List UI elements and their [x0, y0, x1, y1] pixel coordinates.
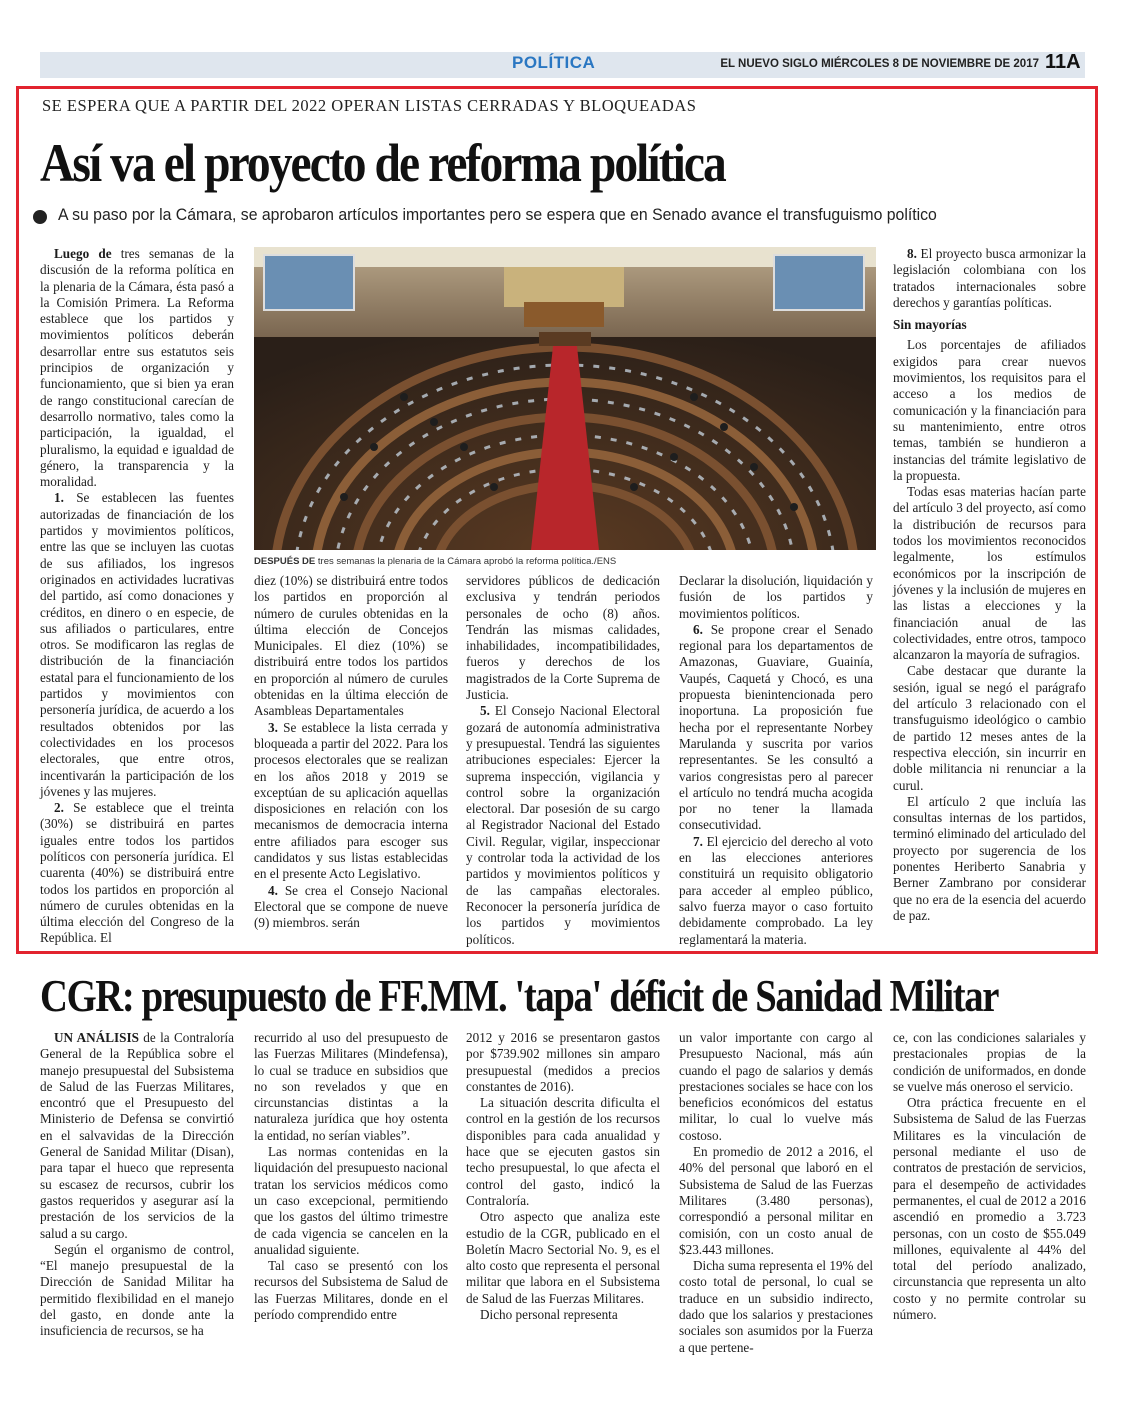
article-subhead: A su paso por la Cámara, se aprobaron artículos importantes pero se espera que en Senado avance el transfuguismo político: [58, 205, 937, 224]
paragraph: [466, 703, 660, 947]
paragraph-text: La situación descrita dificulta el control en la gestión de los recursos disponibles para cada anualidad y hace que se ejecuten gastos sin techo presupuestal, lo que afecta el control del gasto, indicó la Contraloría.: [466, 1095, 660, 1208]
paragraph-text: Se crea el Consejo Nacional Electoral que se compone de nueve (9) miembros. serán: [254, 882, 448, 931]
congress-chamber-photo: [254, 247, 876, 550]
paragraph: [893, 794, 1086, 924]
article2-column-5: [893, 1030, 1086, 1323]
paragraph: [679, 573, 873, 622]
paragraph: [254, 1258, 448, 1323]
paragraph-text: Todas esas materias hacían parte del artículo 3 del proyecto, así como la distribución de recursos para todos los movimientos reconocidos legalmente, los estímulos económicos por la inscripción de jóvenes y la inclusión de mujeres en las listas a elecciones y la financiación anual de las colectividades, entre otros, tampoco alcanzaron la mayoría de sufragios.: [893, 484, 1086, 663]
article1-column-1: [40, 246, 234, 947]
paragraph-text: Se establecen las fuentes autorizadas de financiación de los partidos y movimientos políticos, entre las que se incluyen las cuotas de sus afiliados, los ingresos originados en actividades lucrativas del partido, así como donaciones y créditos, en dinero o en especie, de sus afiliados o particulares, entre otros. Se modificaron las reglas de distribución de la financiación estatal para el funcionamiento de los partidos y movimientos con personería jurídica, de acuerdo a los resultados obtenidos por las colectividades en los procesos electorales, que entre otros, incentivarán la participación de los jóvenes y las mujeres.: [40, 490, 234, 799]
article1-column-2: [254, 573, 448, 932]
paragraph: [466, 1095, 660, 1209]
paragraph: [254, 573, 448, 720]
photo-caption: [254, 556, 876, 567]
article2-headline: CGR: presupuesto de FF.MM. 'tapa' déficit de Sanidad Militar: [40, 971, 999, 1021]
paragraph: [40, 246, 234, 490]
article2-column-2: [254, 1030, 448, 1323]
paragraph: [679, 1258, 873, 1356]
paragraph: [893, 1030, 1086, 1095]
page-number: 11A: [1045, 51, 1081, 73]
paragraph-text: tres semanas de la discusión de la reforma política en la plenaria de la Cámara, ésta pasó a la Comisión Primera. La Reforma establece que los partidos y movimientos políticos deberán desarrollar entre sus estatutos seis principios de organización y funcionamiento, que si bien ya eran de rango constitucional carecían de desarrollo normativo, tales como la participación, la igualdad, el pluralismo, la equidad e igualdad de género, la transparencia y la moralidad.: [40, 246, 235, 490]
item-number: 8.: [907, 246, 917, 261]
article1-column-4: [679, 573, 873, 948]
paragraph-text: un valor importante con cargo al Presupuesto Nacional, más aún cuando el pago de salarios y demás prestaciones sociales se hace con los beneficios económicos del estatus militar, lo cual lo vuelve más costoso.: [679, 1030, 873, 1143]
paragraph-text: Declarar la disolución, liquidación y fusión de los partidos y movimientos políticos.: [679, 573, 873, 621]
article1-column-5: [893, 246, 1086, 924]
section-subtitle: Sin mayorías: [893, 317, 967, 333]
paragraph-text: Dicha suma representa el 19% del costo total de personal, lo cual se traduce en un subsidio indirecto, dado que los salarios y prestaciones sociales son asumidos por la Fuerza a que pertene-: [679, 1258, 873, 1355]
paragraph: [893, 337, 1086, 484]
paragraph-text: ce, con las condiciones salariales y prestacionales propias de la condición de uniformados, en donde se vuelve más oneroso el servicio.: [893, 1030, 1086, 1094]
paragraph-text: Cabe destacar que durante la sesión, igual se negó el parágrafo del artículo 3 relacionado con el transfuguismo ideológico o cambio de partido 12 meses antes de la respectiva elección, sin incurrir en doble militancia ni renunciar a la curul.: [893, 663, 1086, 793]
paragraph-text: de la Contraloría General de la República sobre el manejo presupuestal del Subsistema de Salud de las Fuerzas Militares, encontró que el Presupuesto del Ministerio de Defensa se convirtió en el salvavidas de la Dirección General de Sanidad Militar (Disan), para tapar el hueco que representa su escasez de recursos, cubrir los gastos requeridos y asegurar así la prestación de los servicios de la salud a su cargo.: [40, 1030, 234, 1241]
item-number: 7.: [693, 833, 703, 849]
paragraph-text: servidores públicos de dedicación exclusiva y tendrán periodos personales de ocho (8) años. Tendrán las mismas calidades, inhabilidades, incompatibilidades, fueros y derechos de los magistrados de la Corte Suprema de Justicia.: [466, 573, 660, 703]
paragraph: [679, 1030, 873, 1144]
paragraph-text: Se establece la lista cerrada y bloqueada a partir del 2022. Para los procesos electorales que se realizan en los años 2018 y 2019 se exceptúan de su aplicación aquellas disposiciones en relación con los mecanismos de democracia interna entre afiliados para escoger sus candidatos y sus listas establecidas en el presente Acto Legislativo.: [254, 719, 448, 882]
paragraph: [254, 720, 448, 883]
paragraph: [254, 883, 448, 932]
paragraph: [466, 1030, 660, 1095]
paragraph-text: En promedio de 2012 a 2016, el 40% del personal que laboró en el Subsistema de Salud de las Fuerzas Militares (3.480 personas), correspondió a personal militar en comisión, con un costo anual de $23.443 millones.: [679, 1144, 873, 1257]
paragraph: [40, 1030, 234, 1242]
paragraph-text: Se establece que el treinta (30%) se distribuirá en partes iguales entre todos los partidos políticos con personería jurídica. El cuarenta (40%) se distribuirá entre todos los partidos en proporción al número de curules obtenidas en la última elección del Congreso de la República. El: [40, 800, 234, 946]
publication-date-line: EL NUEVO SIGLO MIÉRCOLES 8 DE NOVIEMBRE DE 2017: [720, 58, 1039, 70]
bullet-icon: [33, 210, 47, 224]
paragraph: [679, 1144, 873, 1258]
article1-column-3: [466, 573, 660, 948]
paragraph-text: Los porcentajes de afiliados exigidos para crear nuevos movimientos, los requisitos para el acceso a los medios de comunicación y la financiación para su mantenimiento, entre otros temas, también se hundieron a instancias del trámite legislativo de la propuesta.: [893, 337, 1086, 483]
paragraph-text: Otra práctica frecuente en el Subsistema de Salud de las Fuerzas Militares es la vinculación de personal mediante el uso de contratos de prestación de servicios, para el desempeño de actividades permanentes, el cual de 2012 a 2016 ascendió en promedio a 3.723 personas, con un costo de $55.049 millones, equivalente al 44% del total del período analizado, circunstancia que representa un alto costo y no permite controlar su número.: [893, 1095, 1086, 1323]
paragraph-text: Dicho personal representa: [480, 1307, 618, 1323]
paragraph: [893, 246, 1086, 311]
caption-lead: DESPUÉS DE: [254, 556, 316, 567]
paragraph-text: Se propone crear el Senado regional para los departamentos de Amazonas, Guaviare, Guainía, Vaupés, Caquetá y Chocó, es una propuesta bienintencionada pero inoportuna. La proposición fue hecha por el representante Norbey Marulanda y suscrita por varios representantes. Se les consultó a varios congresistas pero al parecer el artículo no tendrá mucha acogida por no tener la llamada consecutividad.: [679, 621, 873, 833]
paragraph: [40, 1242, 234, 1340]
paragraph: [466, 573, 660, 703]
paragraph: [40, 490, 234, 800]
paragraph-text: Según el organismo de control, “El manejo presupuestal de la Dirección de Sanidad Militar ha permitido flexibilidad en el manejo del gasto, en donde ante la insuficiencia de recursos, se ha: [40, 1241, 234, 1339]
paragraph: [254, 1144, 448, 1258]
item-number: 1.: [54, 490, 64, 506]
article-kicker: SE ESPERA QUE A PARTIR DEL 2022 OPERAN LISTAS CERRADAS Y BLOQUEADAS: [42, 96, 697, 115]
item-number: 4.: [268, 882, 278, 898]
paragraph-text: El proyecto busca armonizar la legislación colombiana con los tratados internacionales sobre derechos y garantías políticas.: [893, 246, 1086, 310]
paragraph-text: El artículo 2 que incluía las consultas internas de los partidos, terminó eliminado del articulado del proyecto por sugerencia de los ponentes Heriberto Sanabria y Berner Zambrano por considerar que no era de la esencia del acuerdo de paz.: [893, 793, 1086, 923]
paragraph-text: diez (10%) se distribuirá entre todos los partidos en proporción al número de curules obtenidas en la última elección de Concejos Municipales. El diez (10%) se distribuirá entre todos los partidos en proporción al número de curules obtenidas en la última elección de Asambleas Departamentales: [254, 573, 448, 719]
paragraph-text: El ejercicio del derecho al voto en las elecciones anteriores constituirá un requisito obligatorio para acceder al empleo público, salvo fuerza mayor o caso fortuito debidamente comprobado. La ley reglamentará la materia.: [679, 833, 873, 947]
paragraph: [679, 622, 873, 834]
paragraph: [893, 663, 1086, 793]
item-number: 6.: [693, 621, 703, 637]
paragraph-text: Otro aspecto que analiza este estudio de la CGR, publicado en el Boletín Macro Sectorial No. 9, es el alto costo que representa el personal militar que labora en el Subsistema de Salud de las Fuerzas Militares.: [466, 1209, 660, 1306]
item-number: 3.: [268, 719, 278, 735]
paragraph: [254, 1030, 448, 1144]
paragraph: [466, 1307, 660, 1323]
paragraph: [466, 1209, 660, 1307]
item-number: 5.: [480, 703, 490, 719]
paragraph-text: Tal caso se presentó con los recursos del Subsistema de Salud de las Fuerzas Militares, donde en el período comprendido entre: [254, 1258, 448, 1323]
paragraph-text: 2012 y 2016 se presentaron gastos por $739.902 millones sin amparo presupuestal (medidos a precios constantes de 2016).: [466, 1030, 660, 1094]
item-number: 2.: [54, 800, 64, 816]
lead-words: UN ANÁLISIS: [54, 1030, 139, 1045]
paragraph: [679, 834, 873, 948]
paragraph: [893, 484, 1086, 663]
article2-column-3: [466, 1030, 660, 1323]
paragraph-text: recurrido al uso del presupuesto de las Fuerzas Militares (Mindefensa), lo cual se traduce en subsidios que no son revelados y que en circunstancias distintas a la naturaleza jurídica que hoy ostenta la entidad, no serían viables”.: [254, 1030, 448, 1143]
article2-column-4: [679, 1030, 873, 1356]
paragraph-text: Las normas contenidas en la liquidación del presupuesto nacional tratan los servicios médicos como un caso excepcional, permitiendo que los gastos del último trimestre de cada vigencia se cancelen en la anualidad siguiente.: [254, 1144, 448, 1257]
caption-text: tres semanas la plenaria de la Cámara aprobó la reforma política./ENS: [315, 556, 617, 567]
section-label: POLÍTICA: [512, 53, 596, 72]
paragraph: [893, 1095, 1086, 1323]
paragraph: [40, 800, 234, 947]
paragraph-text: El Consejo Nacional Electoral gozará de autonomía administrativa y presupuestal. Tendrá las siguientes atribuciones especiales: Ejercer la suprema inspección, vigilancia y control sobre la organización electoral. Dar posesión de su cargo al Registrador Nacional del Estado Civil. Regular, vigilar, inspeccionar y controlar toda la actividad de los partidos y movimientos políticos y de las campañas electorales. Reconocer la personería jurídica de los partidos y movimientos políticos.: [466, 703, 660, 947]
article-headline: Así va el proyecto de reforma política: [40, 133, 725, 193]
article2-column-1: [40, 1030, 234, 1340]
lead-words: Luego de: [54, 246, 112, 261]
